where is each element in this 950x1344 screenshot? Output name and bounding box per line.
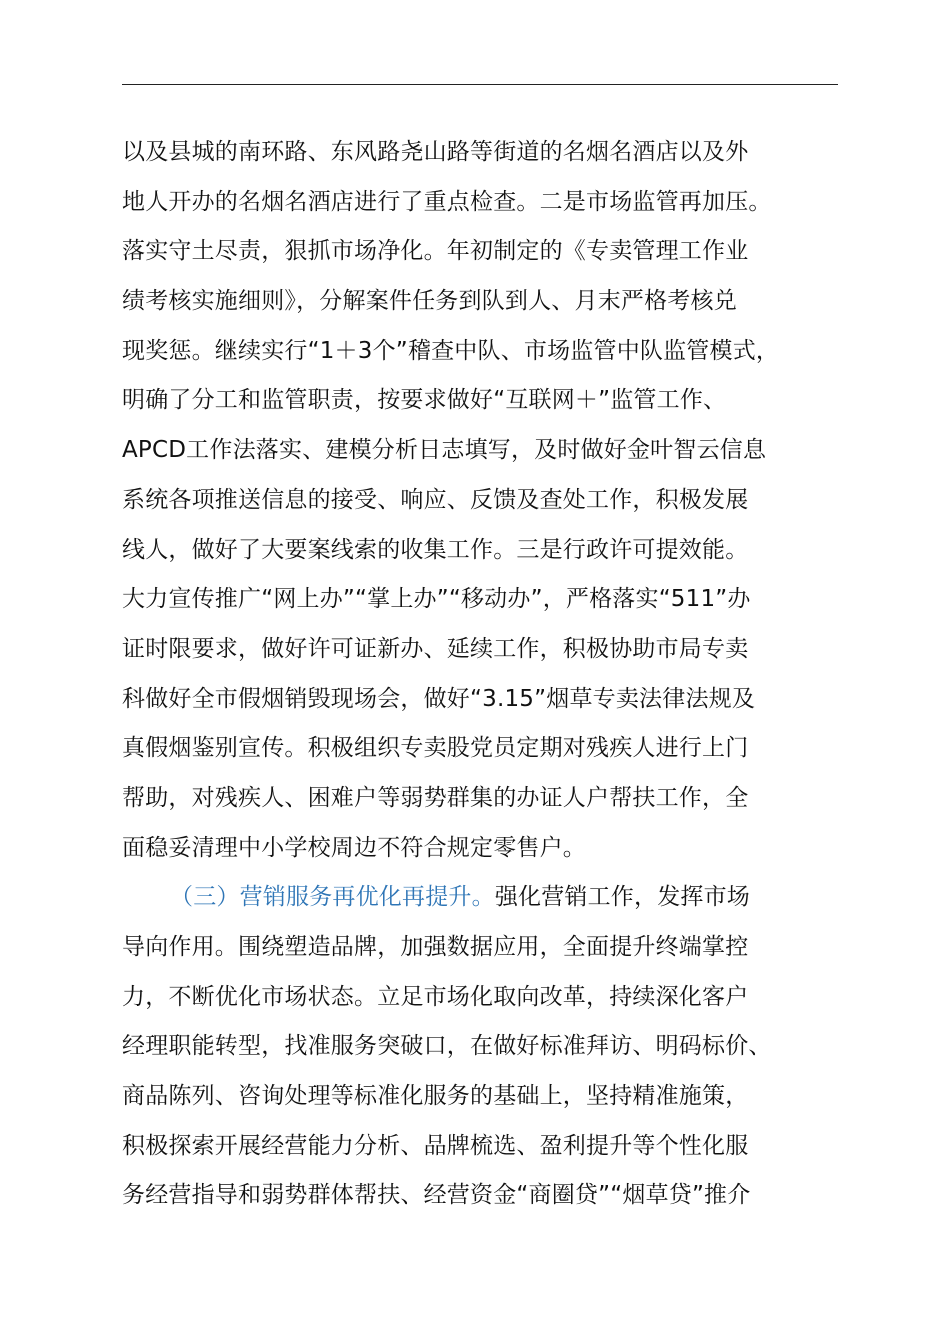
paragraph-line: 系统各项推送信息的接受、响应、反馈及查处工作，积极发展 xyxy=(122,486,749,513)
header-rule xyxy=(122,84,838,85)
paragraph-line: 现奖惩。继续实行“1＋3个”稽查中队、市场监管中队监管模式， xyxy=(122,337,780,364)
paragraph-line: 证时限要求，做好许可证新办、延续工作，积极协助市局专卖 xyxy=(122,635,749,662)
paragraph-line: 科做好全市假烟销毁现场会，做好“3.15”烟草专卖法律法规及 xyxy=(122,685,756,712)
section-line: 积极探索开展经营能力分析、品牌梳选、盈利提升等个性化服 xyxy=(122,1132,749,1159)
section-line: 经理职能转型，找准服务突破口，在做好标准拜访、明码标价、 xyxy=(122,1033,772,1060)
paragraph-line: 大力宣传推广“网上办”“掌上办”“移动办”，严格落实“511”办 xyxy=(122,586,751,613)
paragraph-line: 线人，做好了大要案线索的收集工作。三是行政许可提效能。 xyxy=(122,536,749,563)
paragraph-line: APCD工作法落实、建模分析日志填写，及时做好金叶智云信息 xyxy=(122,437,767,464)
section-line: 务经营指导和弱势群体帮扶、经营资金“商圈贷”“烟草贷”推介 xyxy=(122,1182,751,1209)
body-text xyxy=(122,128,842,1221)
paragraph-line: 帮助，对残疾人、困难户等弱势群集的办证人户帮扶工作，全 xyxy=(122,784,749,811)
section-line: 商品陈列、咨询处理等标准化服务的基础上，坚持精准施策， xyxy=(122,1083,749,1110)
paragraph-line: 落实守土尽责，狠抓市场净化。年初制定的《专卖管理工作业 xyxy=(122,238,749,265)
section-first-line xyxy=(122,873,842,923)
section-heading: （三）营销服务再优化再提升。 xyxy=(170,884,495,911)
section-line: 导向作用。围绕塑造品牌，加强数据应用，全面提升终端掌控 xyxy=(122,934,749,960)
paragraph-line: 明确了分工和监管职责，按要求做好“互联网＋”监管工作、 xyxy=(122,387,727,414)
paragraph-line: 绩考核实施细则》，分解案件任务到队到人、月末严格考核兑 xyxy=(122,288,737,315)
paragraph-line: 面稳妥清理中小学校周边不符合规定零售户。 xyxy=(122,834,586,861)
paragraph-line: 地人开办的名烟名酒店进行了重点检查。二是市场监管再加压。 xyxy=(122,188,772,215)
section-first-line-text: 强化营销工作，发挥市场 xyxy=(494,884,751,911)
paragraph-line: 以及县城的南环路、东风路尧山路等街道的名烟名酒店以及外 xyxy=(122,139,749,165)
section-line: 力，不断优化市场状态。立足市场化取向改革，持续深化客户 xyxy=(122,983,749,1010)
paragraph-line: 真假烟鉴别宣传。积极组织专卖股党员定期对残疾人进行上门 xyxy=(122,735,749,762)
